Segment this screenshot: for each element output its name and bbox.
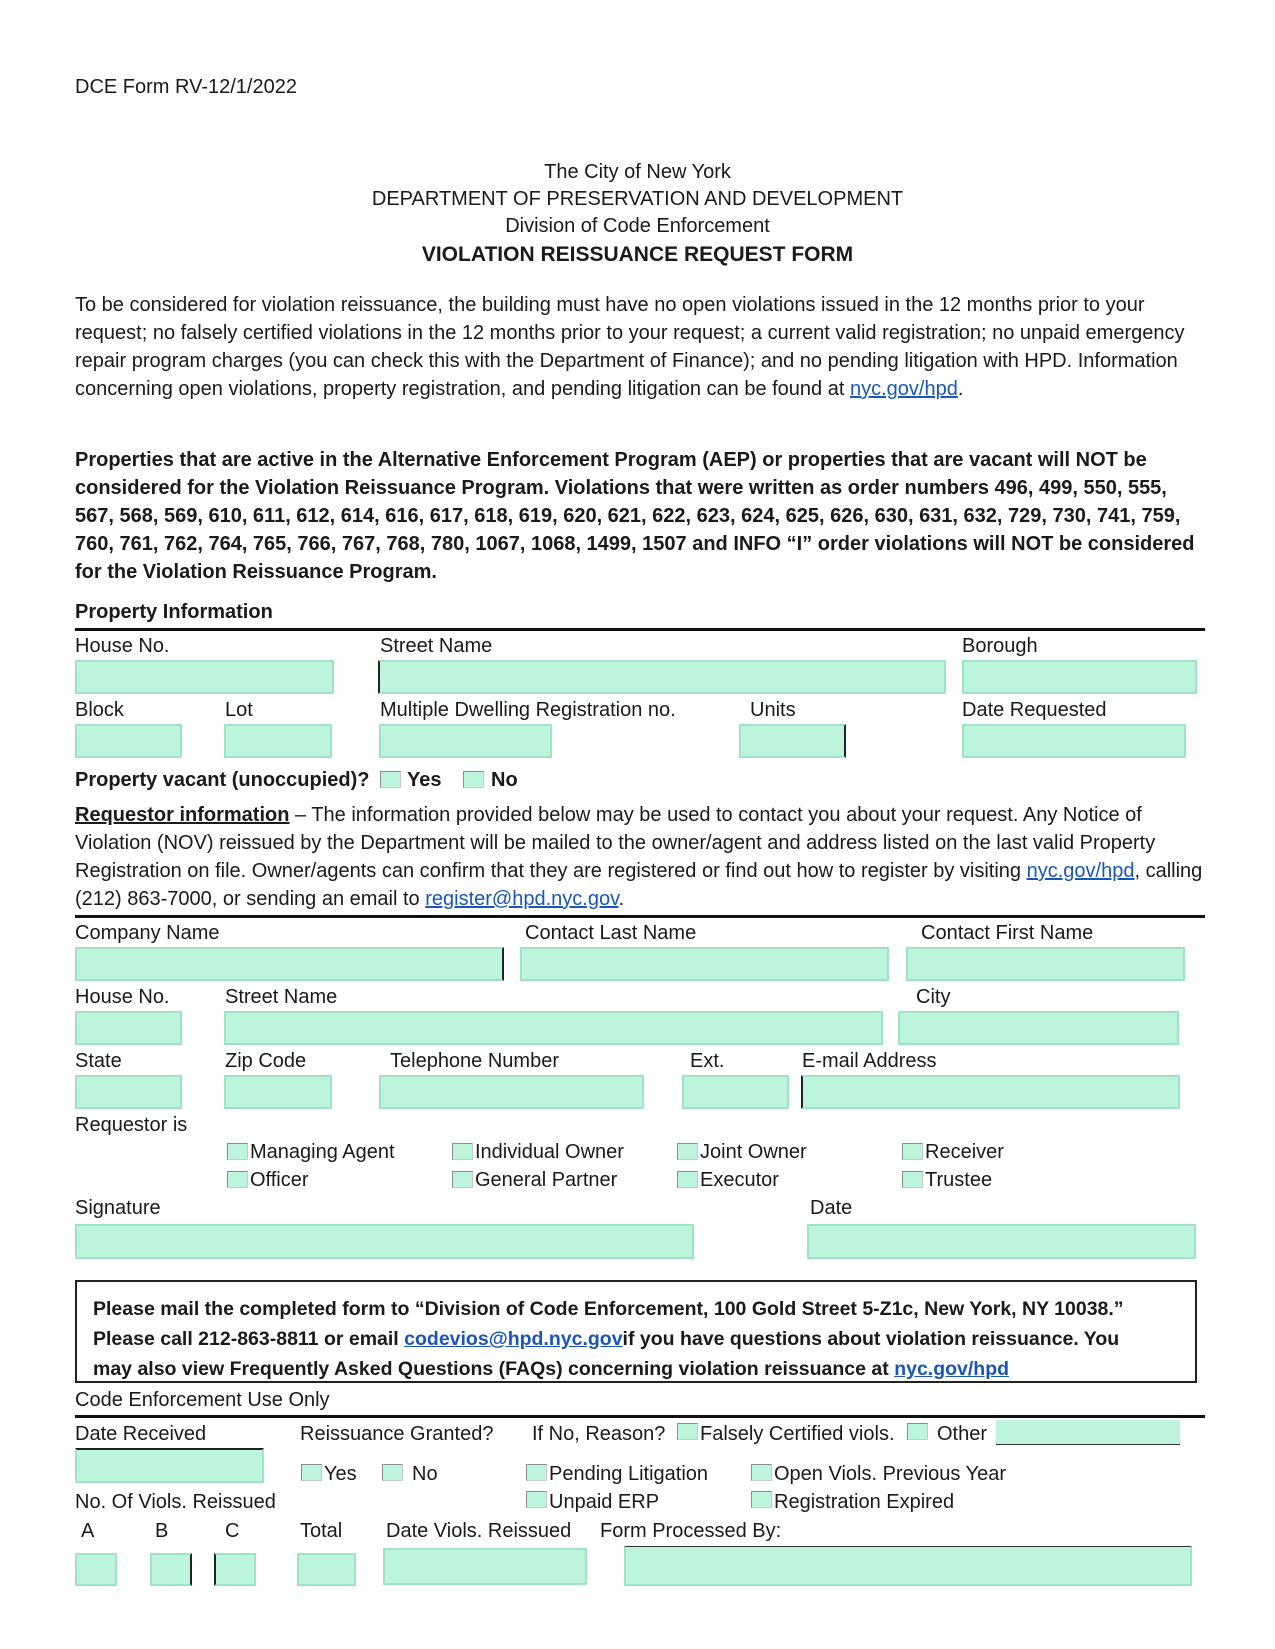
property-borough-field[interactable] <box>962 660 1197 694</box>
role-joint-owner-label: Joint Owner <box>700 1141 807 1163</box>
property-mdr-field[interactable] <box>379 724 552 758</box>
property-house-no-label: House No. <box>75 635 170 657</box>
role-trustee-checkbox[interactable] <box>902 1171 923 1188</box>
req-house-no-label: House No. <box>75 986 170 1008</box>
intro-text: To be considered for violation reissuance, the building must have no open violations issued in the 12 months prior to your request; no falsely certified violations in the 12 months prior to your request; a current valid registration; no unpaid emergency repair program charges (you can check this with the Department of Finance); and no pending litigation with HPD. Information concerning open violations, property registration, and pending litigation can be found at <box>75 294 1185 400</box>
office-rule <box>75 1415 1205 1418</box>
vacant-yes-checkbox[interactable] <box>380 771 401 788</box>
req-city-field[interactable] <box>898 1011 1179 1045</box>
reason-pending-litigation-checkbox[interactable] <box>526 1464 547 1481</box>
mail-instructions-box <box>75 1280 1197 1383</box>
requestor-text1: – The information provided below may be used to contact you about your request. Any Notice of Violation (NOV) reissued by the Department will be mailed to the owner/agent and address listed on the last valid Property Registration on file. Owner/agents can confirm that they are registered or find out how to register by visiting <box>75 804 1156 882</box>
vacant-no-label: No <box>491 769 518 791</box>
intro-end: . <box>957 378 964 400</box>
date-viols-field[interactable] <box>383 1548 587 1585</box>
req-street-name-label: Street Name <box>225 986 338 1008</box>
class-b-label: B <box>155 1520 169 1542</box>
property-date-requested-label: Date Requested <box>962 699 1107 721</box>
vacant-yes-label: Yes <box>407 769 442 791</box>
reason-open-viols-label: Open Viols. Previous Year <box>774 1463 1007 1485</box>
reason-other-checkbox[interactable] <box>907 1423 928 1440</box>
mail-line-2a: Please call 212-863-8811 or email <box>93 1328 405 1350</box>
processed-by-field[interactable] <box>624 1546 1192 1586</box>
header-division: Division of Code Enforcement <box>505 215 770 237</box>
form-id: DCE Form RV-12/1/2022 <box>75 76 297 98</box>
role-managing-agent-checkbox[interactable] <box>227 1143 248 1160</box>
mail-faq-link[interactable]: nyc.gov/hpd <box>894 1358 1010 1380</box>
email-field[interactable] <box>801 1075 1180 1109</box>
header-city: The City of New York <box>544 161 731 183</box>
ext-label: Ext. <box>690 1050 725 1072</box>
signature-date-label: Date <box>810 1197 853 1219</box>
contact-last-field[interactable] <box>520 947 889 981</box>
warning-paragraph: Properties that are active in the Alternative Enforcement Program (AEP) or properties that are vacant will NOT be considered for the Violation Reissuance Program. Violations that were written as order numbers 496, 499, 550, 555, 567, 568, 569, 610, 611, 612, 614, 616, 617, 618, 619, 620, 621, 622, 623, 624, 625, 626, 630, 631, 632, 729, 730, 741, 759, 760, 761, 762, 764, 765, 766, 767, 768, 780, 1067, 1068, 1499, 1507 and INFO “I” order violations will NOT be considered for the Violation Reissuance Program. <box>75 449 1195 583</box>
requestor-text3: . <box>618 888 625 910</box>
role-individual-owner-checkbox[interactable] <box>452 1143 473 1160</box>
email-label: E-mail Address <box>802 1050 937 1072</box>
property-house-no-field[interactable] <box>75 660 334 694</box>
reason-unpaid-erp-label: Unpaid ERP <box>549 1491 660 1513</box>
date-received-field[interactable] <box>75 1448 264 1483</box>
zip-field[interactable] <box>224 1075 332 1109</box>
property-date-requested-field[interactable] <box>962 724 1186 758</box>
req-house-no-field[interactable] <box>75 1011 182 1045</box>
office-heading: Code Enforcement Use Only <box>75 1389 330 1411</box>
role-executor-checkbox[interactable] <box>677 1171 698 1188</box>
property-heading: Property Information <box>75 601 273 623</box>
class-c-label: C <box>225 1520 240 1542</box>
mail-line-2b: if you have questions about violation reissuance. You <box>622 1328 1120 1350</box>
role-general-partner-checkbox[interactable] <box>452 1171 473 1188</box>
requestor-link-hpd[interactable]: nyc.gov/hpd <box>1026 860 1135 882</box>
mail-line-2 <box>93 1324 1119 1354</box>
zip-label: Zip Code <box>225 1050 307 1072</box>
role-managing-agent-label: Managing Agent <box>250 1141 395 1163</box>
property-block-label: Block <box>75 699 124 721</box>
req-street-name-field[interactable] <box>224 1011 883 1045</box>
role-receiver-checkbox[interactable] <box>902 1143 923 1160</box>
header-department: DEPARTMENT OF PRESERVATION AND DEVELOPMENT <box>371 188 904 210</box>
requestor-rule <box>75 915 1205 918</box>
company-name-label: Company Name <box>75 922 220 944</box>
class-b-field[interactable] <box>150 1553 192 1586</box>
granted-no-checkbox[interactable] <box>382 1464 403 1481</box>
page-title: VIOLATION REISSUANCE REQUEST FORM <box>421 243 854 266</box>
mail-line-1: Please mail the completed form to “Division of Code Enforcement, 100 Gold Street 5-Z1c, New York, NY 10038.” <box>93 1298 1124 1320</box>
reason-unpaid-erp-checkbox[interactable] <box>526 1491 547 1508</box>
reason-other-label: Other <box>937 1423 988 1445</box>
requestor-link-email[interactable]: register@hpd.nyc.gov <box>425 888 619 910</box>
role-trustee-label: Trustee <box>925 1169 993 1191</box>
property-street-name-field[interactable] <box>378 660 946 694</box>
reason-falsely-certified-checkbox[interactable] <box>677 1423 698 1440</box>
requestor-paragraph <box>75 801 1210 913</box>
signature-field[interactable] <box>75 1224 694 1259</box>
role-officer-label: Officer <box>250 1169 309 1191</box>
role-officer-checkbox[interactable] <box>227 1171 248 1188</box>
property-lot-label: Lot <box>225 699 253 721</box>
reason-other-field[interactable] <box>996 1420 1180 1445</box>
role-joint-owner-checkbox[interactable] <box>677 1143 698 1160</box>
mail-line-3a: may also view Frequently Asked Questions (FAQs) concerning violation reissuance at <box>93 1358 895 1380</box>
contact-last-label: Contact Last Name <box>525 922 697 944</box>
class-a-label: A <box>81 1520 95 1542</box>
granted-yes-label: Yes <box>324 1463 357 1485</box>
state-label: State <box>75 1050 122 1072</box>
granted-no-label: No <box>412 1463 438 1485</box>
reason-open-viols-checkbox[interactable] <box>751 1464 772 1481</box>
property-units-label: Units <box>750 699 796 721</box>
reissuance-granted-label: Reissuance Granted? <box>300 1423 494 1445</box>
signature-date-field[interactable] <box>807 1224 1196 1259</box>
property-block-field[interactable] <box>75 724 182 758</box>
telephone-field[interactable] <box>379 1075 644 1109</box>
property-lot-field[interactable] <box>224 724 332 758</box>
requestor-is-label: Requestor is <box>75 1114 188 1136</box>
intro-link[interactable]: nyc.gov/hpd <box>849 378 958 400</box>
company-name-field[interactable] <box>75 947 504 981</box>
reason-registration-expired-checkbox[interactable] <box>751 1491 772 1508</box>
total-label: Total <box>300 1520 343 1542</box>
req-city-label: City <box>916 986 951 1008</box>
date-received-label: Date Received <box>75 1423 207 1445</box>
role-general-partner-label: General Partner <box>475 1169 618 1191</box>
vacant-question: Property vacant (unoccupied)? <box>75 769 370 791</box>
contact-first-label: Contact First Name <box>921 922 1094 944</box>
if-no-reason-label: If No, Reason? <box>532 1423 666 1445</box>
requestor-heading: Requestor information <box>75 804 290 826</box>
vacant-no-checkbox[interactable] <box>463 771 484 788</box>
property-mdr-label: Multiple Dwelling Registration no. <box>380 699 676 721</box>
contact-first-field[interactable] <box>906 947 1185 981</box>
property-units-field[interactable] <box>739 724 846 758</box>
property-street-name-label: Street Name <box>380 635 493 657</box>
class-c-field[interactable] <box>214 1553 256 1586</box>
state-field[interactable] <box>75 1075 182 1109</box>
class-a-field[interactable] <box>75 1553 117 1586</box>
mail-line-3 <box>93 1354 1009 1384</box>
requestor-text2: , calling (212) 863-7000, or sending an email to <box>75 860 1203 910</box>
telephone-label: Telephone Number <box>390 1050 559 1072</box>
property-borough-label: Borough <box>962 635 1038 657</box>
processed-by-label: Form Processed By: <box>600 1520 782 1542</box>
date-viols-label: Date Viols. Reissued <box>386 1520 572 1542</box>
ext-field[interactable] <box>682 1075 789 1109</box>
intro-paragraph <box>75 291 1210 403</box>
role-individual-owner-label: Individual Owner <box>475 1141 624 1163</box>
reason-pending-litigation-label: Pending Litigation <box>549 1463 709 1485</box>
no-viols-label: No. Of Viols. Reissued <box>75 1491 276 1513</box>
reason-falsely-certified-label: Falsely Certified viols. <box>700 1423 895 1445</box>
reason-registration-expired-label: Registration Expired <box>774 1491 955 1513</box>
property-rule <box>75 628 1205 631</box>
role-executor-label: Executor <box>700 1169 779 1191</box>
total-field[interactable] <box>297 1553 356 1586</box>
signature-label: Signature <box>75 1197 161 1219</box>
granted-yes-checkbox[interactable] <box>301 1464 322 1481</box>
mail-email-link[interactable]: codevios@hpd.nyc.gov <box>404 1328 623 1350</box>
role-receiver-label: Receiver <box>925 1141 1004 1163</box>
